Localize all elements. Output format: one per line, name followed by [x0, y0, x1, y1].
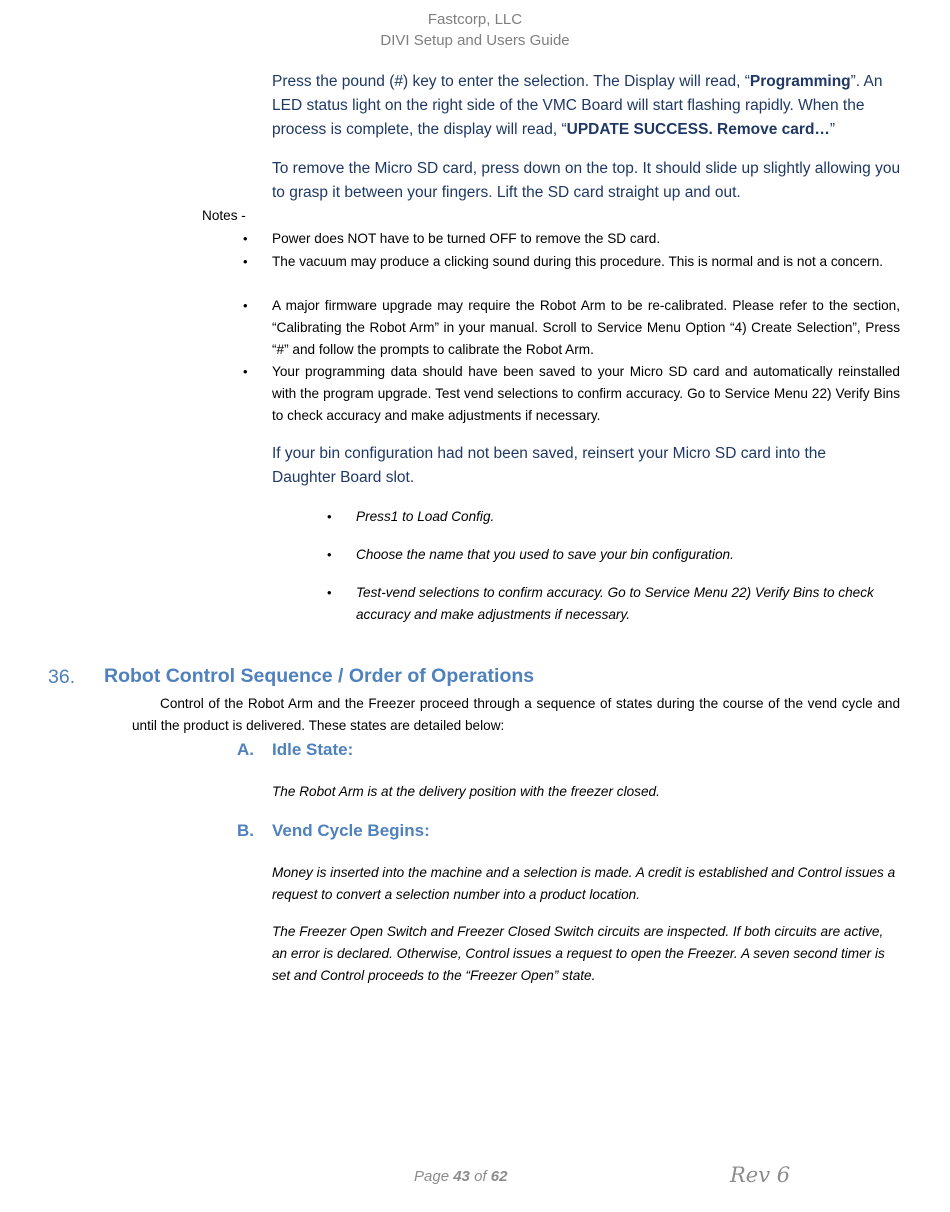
subsection-a-title: Idle State:: [272, 740, 354, 759]
section-number: 36.: [48, 666, 76, 688]
page-total: 62: [490, 1168, 508, 1185]
subsection-b-text-1: Money is inserted into the machine and a selection is made. A credit is established and Control issues a request to convert a selection number into a product location.: [272, 865, 896, 902]
page-number: [414, 1168, 507, 1185]
section-title: Robot Control Sequence / Order of Operations: [104, 665, 535, 687]
subsection-a-text: The Robot Arm is at the delivery position with the freezer closed.: [272, 784, 660, 799]
of-word: of: [474, 1168, 487, 1185]
intro-text: ”: [829, 121, 836, 138]
header-doc-title: DIVI Setup and Users Guide: [380, 32, 570, 49]
intro-text: Press the pound (#) key to enter the selection. The Display will read, “: [272, 73, 750, 90]
subsection-b-label: B.: [237, 821, 254, 840]
note-item-3: A major firmware upgrade may require the Robot Arm to be re-calibrated. Please refer to the section, “Calibrating the Robot Arm” in your manual. Scroll to Service Menu Option “4) Create Selection”, Press “#” and follow the prompts to calibrate the Robot Arm.: [272, 298, 900, 357]
bullet-icon: •: [243, 231, 248, 246]
bullet-icon: •: [243, 298, 248, 313]
subsection-a-label: A.: [237, 740, 254, 759]
note-item-4: Your programming data should have been saved to your Micro SD card and automatically reinstalled with the program upgrade. Test vend selections to confirm accuracy. Go to Service Menu 22) Verify Bins to check accuracy and make adjustments if necessary.: [272, 364, 900, 423]
bin-config-item-1: Press1 to Load Config.: [356, 509, 495, 524]
subsection-b-title: Vend Cycle Begins:: [272, 821, 430, 840]
revision-label: Rev 6: [730, 1163, 791, 1187]
bin-config-paragraph: If your bin configuration had not been saved, reinsert your Micro SD card into the Daughter Board slot.: [272, 445, 826, 486]
bullet-icon: •: [243, 364, 248, 379]
bullet-icon: •: [327, 509, 332, 524]
intro-text: ”. An LED status light on the right side of the VMC Board will start flashing rapidly. When the process is complete, the display will read, “: [272, 73, 883, 138]
display-update-success: UPDATE SUCCESS. Remove card…: [566, 121, 830, 138]
display-programming: Programming: [749, 73, 851, 90]
bin-config-item-2: Choose the name that you used to save your bin configuration.: [356, 547, 734, 562]
note-item-2: The vacuum may produce a clicking sound during this procedure. This is normal and is not a concern.: [272, 254, 884, 269]
intro-paragraph-2: To remove the Micro SD card, press down on the top. It should slide up slightly allowing you to grasp it between your fingers. Lift the SD card straight up and out.: [272, 160, 901, 201]
bin-config-item-3: Test-vend selections to confirm accuracy. Go to Service Menu 22) Verify Bins to check accuracy and make adjustments if necessary.: [356, 585, 874, 622]
section-intro: Control of the Robot Arm and the Freezer proceed through a sequence of states during the course of the vend cycle and until the product is delivered. These states are detailed below:: [132, 696, 900, 733]
intro-paragraph-1: [272, 70, 902, 142]
bullet-icon: •: [243, 254, 248, 269]
bullet-icon: •: [327, 585, 332, 600]
bullet-icon: •: [327, 547, 332, 562]
header-company: Fastcorp, LLC: [427, 11, 523, 28]
subsection-b-text-2: The Freezer Open Switch and Freezer Closed Switch circuits are inspected. If both circuits are active, an error is declared. Otherwise, Control issues a request to open the Freezer. A seven second timer is set and Control proceeds to the “Freezer Open” state.: [272, 924, 885, 983]
notes-label: Notes -: [202, 208, 246, 223]
page-current: 43: [453, 1168, 470, 1185]
note-item-1: Power does NOT have to be turned OFF to remove the SD card.: [272, 231, 661, 246]
page-word: Page: [414, 1168, 450, 1185]
